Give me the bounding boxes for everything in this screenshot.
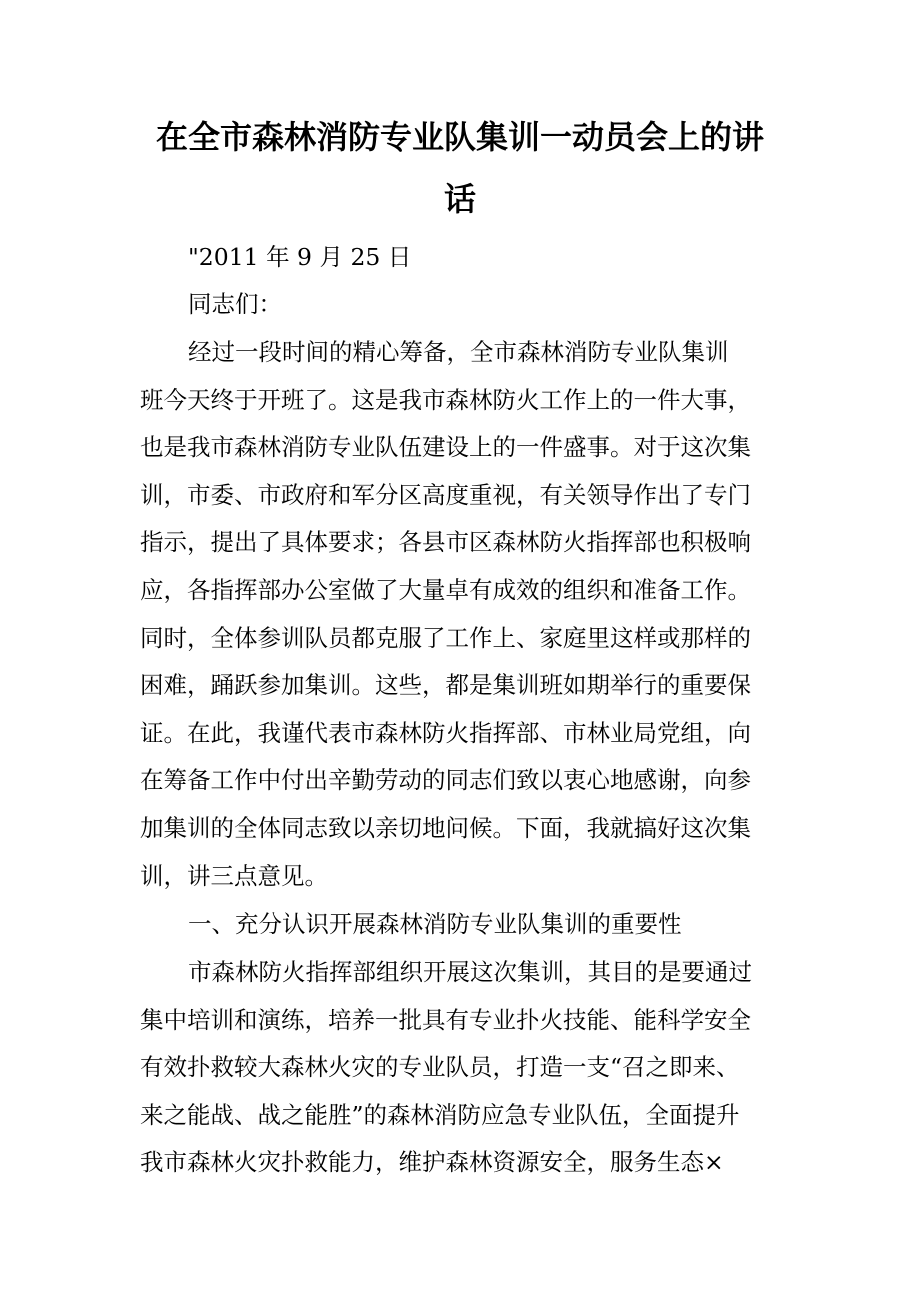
paragraph-1-line: 加集训的全体同志致以亲切地问候。下面，我就搞好这次集 (140, 813, 751, 842)
paragraph-1-line: 经过一段时间的精心筹备，全市森林消防专业队集训 (188, 338, 729, 366)
paragraph-2 (140, 949, 780, 1187)
paragraph-2-line: 集中培训和演练，培养一批具有专业扑火技能、能科学安全 (140, 1005, 751, 1034)
paragraph-1 (140, 329, 780, 900)
paragraph-1-line: 训，市委、市政府和军分区高度重视，有关领导作出了专门 (140, 480, 751, 509)
paragraph-1-line: 也是我市森林消防专业队伍建设上的一件盛事。对于这次集 (140, 433, 751, 462)
paragraph-1-line: 指示，提出了具体要求；各县市区森林防火指挥部也积极响 (140, 528, 751, 557)
paragraph-2-line: 来之能战、战之能胜”的森林消防应急专业队伍，全面提升 (140, 1100, 740, 1129)
paragraph-2-line: 我市森林火灾扑救能力，维护森林资源安全，服务生态× (140, 1148, 724, 1177)
paragraph-2-line: 有效扑救较大森林火灾的专业队员，打造一支“召之即来、 (140, 1053, 740, 1082)
paragraph-1-line: 应，各指挥部办公室做了大量卓有成效的组织和准备工作。 (140, 575, 751, 604)
salutation: 同志们： (188, 290, 282, 318)
paragraph-1-line: 班今天终于开班了。这是我市森林防火工作上的一件大事， (140, 385, 751, 414)
document-title-line-1: 在全市森林消防专业队集训一动员会上的讲 (155, 118, 764, 156)
paragraph-1-line: 困难，踊跃参加集训。这些，都是集训班如期举行的重要保 (140, 671, 751, 700)
speech-date: "2011 年 9 月 25 日 (188, 243, 412, 271)
paragraph-1-line: 训，讲三点意见。 (140, 861, 328, 890)
paragraph-1-line: 同时，全体参训队员都克服了工作上、家庭里这样或那样的 (140, 623, 751, 652)
paragraph-2-line: 市森林防火指挥部组织开展这次集训，其目的是要通过 (188, 958, 752, 986)
document-title-line-2: 话 (443, 180, 476, 218)
paragraph-1-line: 在筹备工作中付出辛勤劳动的同志们致以衷心地感谢，向参 (140, 766, 751, 795)
paragraph-1-line: 证。在此，我谨代表市森林防火指挥部、市林业局党组，向 (140, 718, 751, 747)
section-1-heading: 一、充分认识开展森林消防专业队集训的重要性 (188, 910, 682, 938)
